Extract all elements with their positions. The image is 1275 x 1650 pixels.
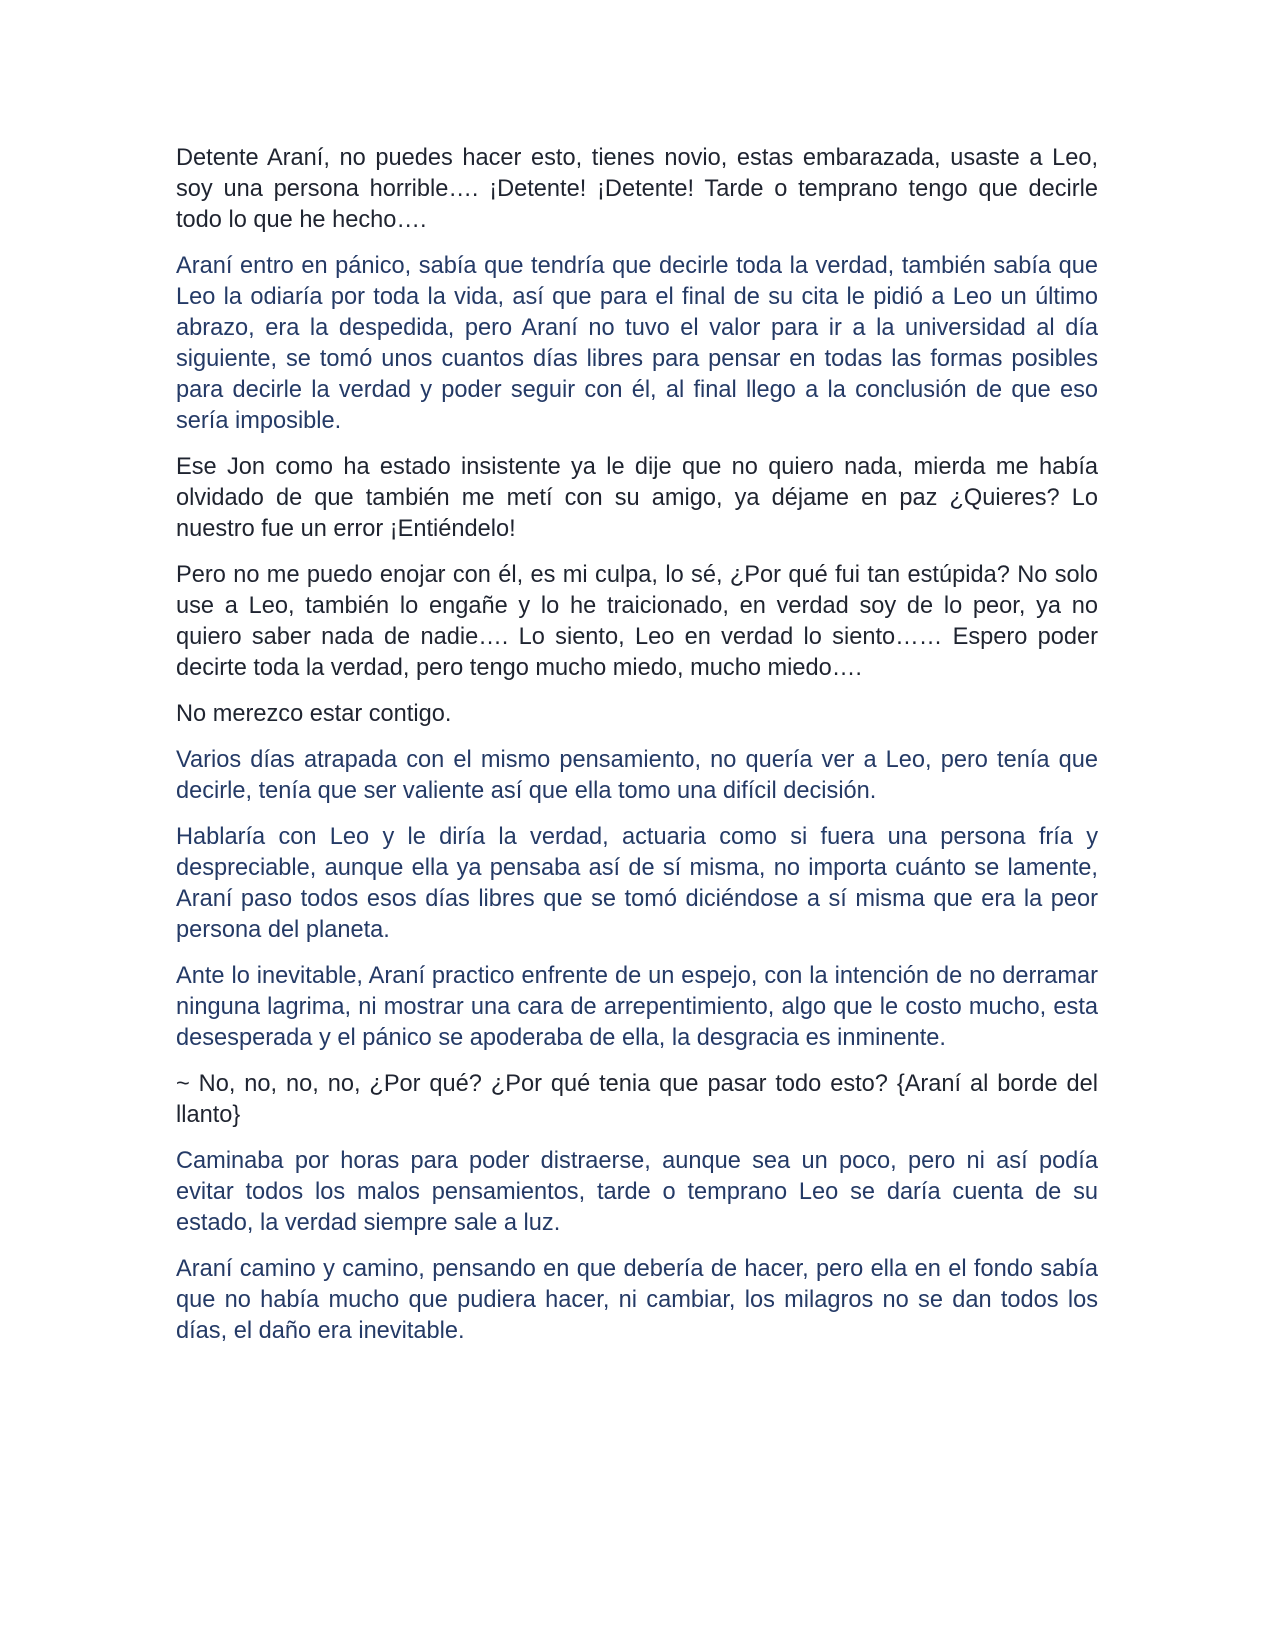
paragraph-11: Araní camino y camino, pensando en que debería de hacer, pero ella en el fondo sabía que no había mucho que pudiera hacer, ni cambiar, los milagros no se dan todos los días, el daño era inevitable. [176,1256,1098,1344]
paragraph-4: Pero no me puedo enojar con él, es mi culpa, lo sé, ¿Por qué fui tan estúpida? No solo use a Leo, también lo engañe y lo he traicionado, en verdad soy de lo peor, ya no quiero saber nada de nadie…. Lo siento, Leo en verdad lo siento…… Espero poder decirte toda la verdad, pero tengo mucho miedo, mucho miedo…. [176,562,1098,681]
paragraph-8: Ante lo inevitable, Araní practico enfrente de un espejo, con la intención de no derramar ninguna lagrima, ni mostrar una cara de arrepentimiento, algo que le costo mucho, esta desesperada y el pánico se apoderaba de ella, la desgracia es inminente. [176,963,1098,1051]
paragraph-1: Detente Araní, no puedes hacer esto, tienes novio, estas embarazada, usaste a Leo, soy una persona horrible…. ¡Detente! ¡Detente! Tarde o temprano tengo que decirle todo lo que he hecho…. [176,145,1098,233]
paragraph-10: Caminaba por horas para poder distraerse, aunque sea un poco, pero ni así podía evitar todos los malos pensamientos, tarde o temprano Leo se daría cuenta de su estado, la verdad siempre sale a luz. [176,1148,1098,1236]
paragraph-7: Hablaría con Leo y le diría la verdad, actuaria como si fuera una persona fría y despreciable, aunque ella ya pensaba así de sí misma, no importa cuánto se lamente, Araní paso todos esos días libres que se tomó diciéndose a sí misma que era la peor persona del planeta. [176,824,1098,943]
paragraph-9: ~ No, no, no, no, ¿Por qué? ¿Por qué tenia que pasar todo esto? {Araní al borde del llanto} [176,1071,1098,1128]
paragraph-5: No merezco estar contigo. [176,701,452,727]
paragraph-6: Varios días atrapada con el mismo pensamiento, no quería ver a Leo, pero tenía que decirle, tenía que ser valiente así que ella tomo una difícil decisión. [176,747,1098,804]
paragraph-2: Araní entro en pánico, sabía que tendría que decirle toda la verdad, también sabía que Leo la odiaría por toda la vida, así que para el final de su cita le pidió a Leo un último abrazo, era la despedida, pero Araní no tuvo el valor para ir a la universidad al día siguiente, se tomó unos cuantos días libres para pensar en todas las formas posibles para decirle la verdad y poder seguir con él, al final llego a la conclusión de que eso sería imposible. [176,253,1098,434]
document-body [176,143,1098,1362]
paragraph-3: Ese Jon como ha estado insistente ya le dije que no quiero nada, mierda me había olvidado de que también me metí con su amigo, ya déjame en paz ¿Quieres? Lo nuestro fue un error ¡Entiéndelo! [176,454,1098,542]
